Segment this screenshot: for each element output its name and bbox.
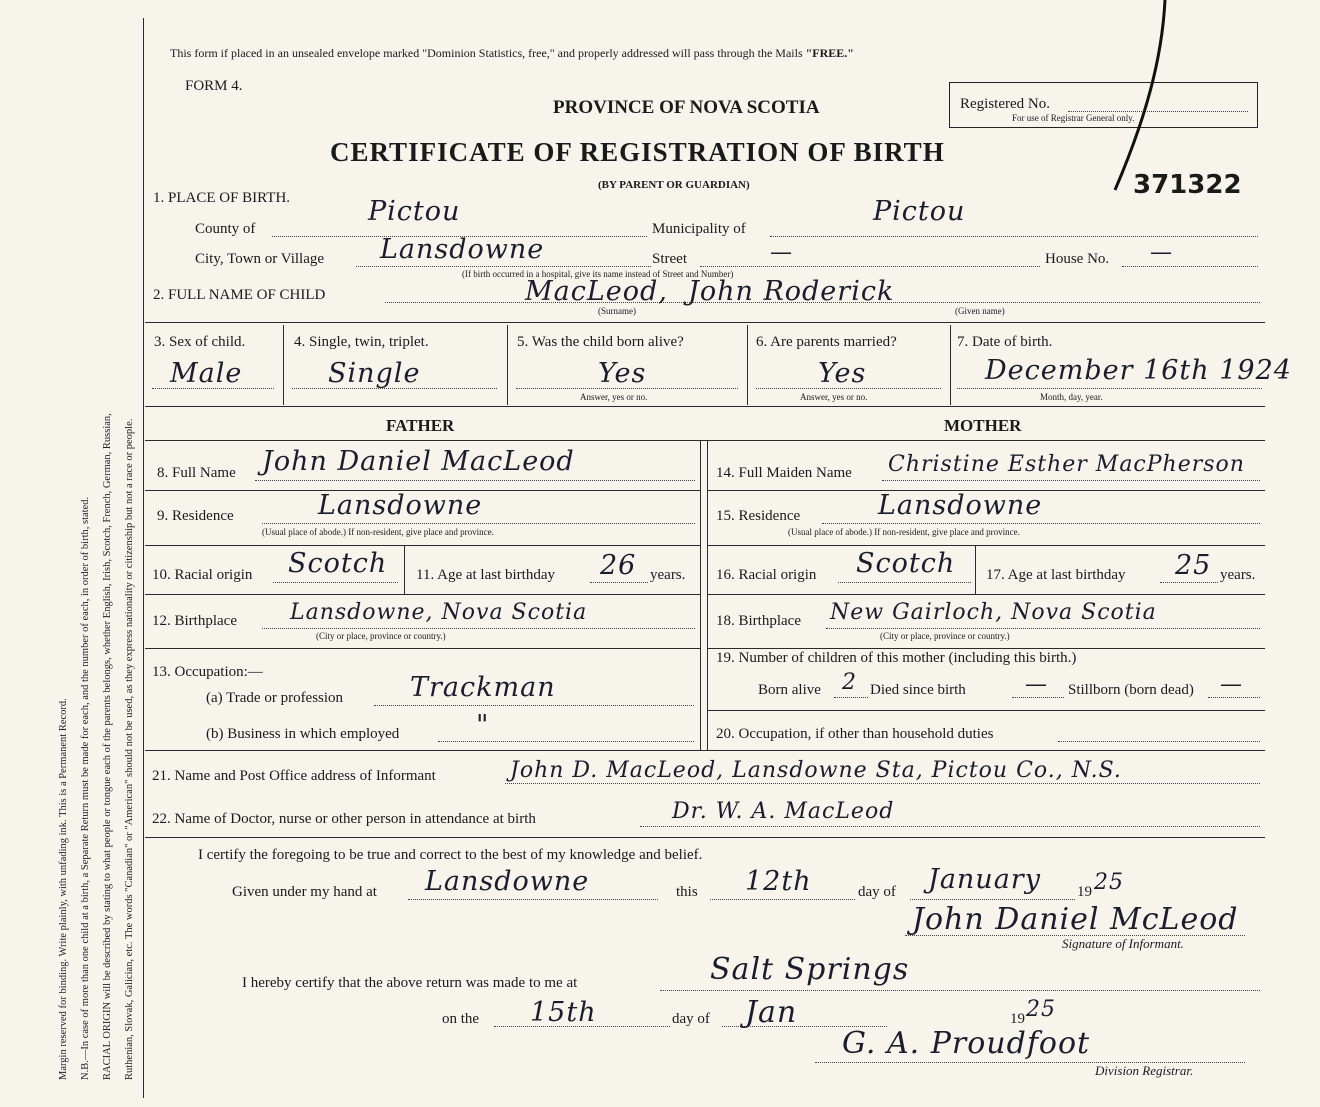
father-racial-label: 10. Racial origin [152, 567, 253, 583]
mail-notice-text: This form if placed in an unsealed envelope marked "Dominion Statistics, free," and properly addressed will pass through the Mails [170, 46, 806, 60]
rule [707, 710, 1265, 711]
margin-notes [0, 0, 150, 1107]
parents-married-question: 6. Are parents married? [756, 334, 897, 350]
house-label: House No. [1045, 251, 1110, 267]
father-business-value: " [476, 710, 490, 741]
underline [262, 523, 695, 524]
mother-residence-caption: (Usual place of abode.) If non-resident, give place and province. [788, 527, 1020, 537]
underline [834, 697, 868, 698]
father-trade-label: (a) Trade or profession [206, 690, 344, 706]
house-line [1122, 266, 1258, 267]
rule [707, 545, 1265, 546]
born-alive-question: 5. Was the child born alive? [517, 334, 684, 350]
father-birthplace-label: 12. Birthplace [152, 613, 237, 629]
year-prefix: 19 [1077, 884, 1092, 900]
margin-note-3: RACIAL ORIGIN will be described by stating to what people or tongue each of the parents belongs, whether English, Irish, Scotch, French, German, Russian, [102, 413, 113, 1080]
doctor-label: 22. Name of Doctor, nurse or other person in attendance at birth [152, 811, 536, 827]
informant-signature: John Daniel McLeod [912, 902, 1239, 937]
single-twin-value: Single [328, 358, 421, 389]
father-birthplace-value: Lansdowne, Nova Scotia [290, 600, 588, 625]
municipality-value: Pictou [873, 196, 966, 227]
stillborn-label: Stillborn (born dead) [1068, 682, 1194, 698]
father-occupation-label: 13. Occupation:— [152, 664, 263, 680]
dob-label: 7. Date of birth. [957, 334, 1053, 350]
registrar-statement: I hereby certify that the above return was made to me at [242, 975, 578, 991]
registrar-signature: G. A. Proudfoot [842, 1026, 1091, 1061]
informant-label: 21. Name and Post Office address of Informant [152, 768, 436, 784]
rule [145, 440, 1265, 441]
underline [822, 523, 1260, 524]
given-label: Given under my hand at [232, 884, 377, 900]
father-business-label: (b) Business in which employed [206, 726, 400, 742]
born-alive-label: Born alive [758, 682, 821, 698]
underline [1208, 697, 1260, 698]
margin-note-1: Margin reserved for binding. Write plainly, with unfading ink. This is a Permanent Record. [58, 698, 69, 1080]
mother-birthplace-value: New Gairloch, Nova Scotia [830, 600, 1157, 625]
dob-line [957, 388, 1262, 389]
underline [273, 582, 398, 583]
given-caption: (Given name) [955, 306, 1005, 316]
registrar-place: Salt Springs [710, 952, 910, 987]
doctor-value: Dr. W. A. MacLeod [672, 799, 895, 824]
underline [262, 628, 695, 629]
born-alive-answer: Yes [598, 358, 647, 389]
mother-racial-label: 16. Racial origin [716, 567, 817, 583]
stillborn-count: — [1220, 672, 1243, 697]
reg-year-prefix: 19 [1010, 1011, 1025, 1027]
father-birthplace-caption: (City or place, province or country.) [316, 631, 446, 641]
registrar-caption: Division Registrar. [1095, 1063, 1194, 1078]
city-line [356, 266, 651, 267]
rule [145, 545, 700, 546]
county-value: Pictou [368, 196, 461, 227]
given-day: 12th [745, 866, 812, 897]
place-heading: 1. PLACE OF BIRTH. [153, 190, 291, 206]
rule [707, 648, 1265, 649]
father-racial-value: Scotch [288, 548, 388, 579]
on-the-label: on the [442, 1011, 480, 1027]
house-value: — [1150, 240, 1173, 265]
underline [1160, 582, 1218, 583]
underline [590, 582, 648, 583]
surname-caption: (Surname) [598, 306, 636, 316]
certify-statement: I certify the foregoing to be true and correct to the best of my knowledge and belief. [198, 847, 703, 863]
underline [838, 582, 971, 583]
form-number: FORM 4. [185, 78, 243, 94]
province-heading: PROVINCE OF NOVA SCOTIA [553, 97, 820, 118]
father-residence-value: Lansdowne [318, 490, 483, 521]
underline [1058, 741, 1260, 742]
divider [950, 325, 951, 405]
registration-number: 371322 [1133, 170, 1242, 200]
signature-caption: Signature of Informant. [1062, 936, 1184, 951]
margin-note-4: Ruthenian, Slovak, Galician, etc. The words "Canadian" or "American" should not be used, as they express nationality or citizenship but not a race or people. [124, 418, 135, 1080]
sex-line [152, 388, 274, 389]
given-place: Lansdowne [425, 866, 590, 897]
this-label: this [676, 884, 698, 900]
rule [707, 594, 1265, 595]
sex-label: 3. Sex of child. [154, 334, 246, 350]
underline [660, 990, 1260, 991]
sex-value: Male [170, 358, 243, 389]
died-label: Died since birth [870, 682, 966, 698]
father-years: years. [650, 567, 686, 583]
pen-stroke-mark [1100, 0, 1180, 200]
registrar-month: Jan [745, 995, 798, 1030]
rule [145, 406, 1265, 407]
father-residence-caption: (Usual place of abode.) If non-resident, give place and province. [262, 527, 494, 537]
underline [255, 480, 695, 481]
mother-racial-value: Scotch [856, 548, 956, 579]
certificate-title: CERTIFICATE OF REGISTRATION OF BIRTH [330, 137, 945, 167]
child-name-label: 2. FULL NAME OF CHILD [153, 287, 326, 303]
father-name-value: John Daniel MacLeod [262, 446, 575, 477]
parents-married-caption: Answer, yes or no. [800, 392, 868, 402]
street-value: — [770, 240, 793, 265]
died-count: — [1025, 672, 1048, 697]
mother-years: years. [1220, 567, 1256, 583]
informant-value: John D. MacLeod, Lansdowne Sta, Pictou Co., N.S. [510, 758, 1122, 783]
father-age-value: 26 [600, 550, 637, 581]
mother-residence-label: 15. Residence [716, 508, 801, 524]
father-age-label: 11. Age at last birthday [416, 567, 555, 583]
mother-heading: MOTHER [944, 416, 1022, 435]
divider [707, 440, 708, 750]
father-heading: FATHER [386, 416, 455, 435]
divider [404, 546, 405, 594]
divider [507, 325, 508, 405]
mother-occupation-label: 20. Occupation, if other than household duties [716, 726, 994, 742]
registered-label: Registered No. [960, 96, 1050, 112]
underline [374, 705, 694, 706]
street-line [700, 266, 1040, 267]
city-label: City, Town or Village [195, 251, 325, 267]
mother-name-value: Christine Esther MacPherson [888, 452, 1245, 477]
day-of-label: day of [858, 884, 896, 900]
mail-notice [170, 46, 854, 61]
mother-name-label: 14. Full Maiden Name [716, 465, 852, 481]
divider [283, 325, 284, 405]
margin-note-2: N.B.—In case of more than one child at a birth, a Separate Return must be made for each, and the number of each, in order of birth, stated. [80, 496, 91, 1080]
child-given-name: John Roderick [688, 276, 895, 307]
mother-age-label: 17. Age at last birthday [986, 567, 1126, 583]
given-month: January [928, 864, 1041, 895]
father-name-label: 8. Full Name [157, 465, 236, 481]
registrar-note: For use of Registrar General only. [1012, 113, 1135, 123]
underline [505, 783, 1260, 784]
mother-age-value: 25 [1175, 550, 1212, 581]
child-surname: MacLeod, [525, 276, 668, 307]
reg-day-of-label: day of [672, 1011, 710, 1027]
mother-residence-value: Lansdowne [878, 490, 1043, 521]
father-residence-label: 9. Residence [157, 508, 234, 524]
underline [710, 899, 855, 900]
municipality-label: Municipality of [652, 221, 746, 237]
left-border [143, 18, 144, 1098]
parents-married-answer: Yes [818, 358, 867, 389]
born-alive-count: 2 [842, 670, 857, 695]
parent-divider [700, 440, 701, 750]
underline [882, 480, 1260, 481]
rule [145, 837, 1265, 838]
underline [826, 628, 1260, 629]
municipality-line [770, 236, 1258, 237]
street-label: Street [652, 251, 687, 267]
single-twin-line [292, 388, 497, 389]
underline [1012, 697, 1064, 698]
born-alive-caption: Answer, yes or no. [580, 392, 648, 402]
city-value: Lansdowne [380, 234, 545, 265]
mother-birthplace-label: 18. Birthplace [716, 613, 801, 629]
rule [145, 648, 700, 649]
underline [640, 826, 1260, 827]
underline [438, 741, 694, 742]
born-alive-line [516, 388, 738, 389]
given-year: 25 [1094, 870, 1124, 895]
mother-birthplace-caption: (City or place, province or country.) [880, 631, 1010, 641]
mail-notice-free: "FREE." [805, 46, 854, 60]
underline [910, 899, 1075, 900]
dob-value: December 16th 1924 [985, 355, 1292, 386]
underline [408, 899, 658, 900]
county-label: County of [195, 221, 256, 237]
certificate-subtitle: (BY PARENT OR GUARDIAN) [598, 179, 750, 191]
dob-caption: Month, day, year. [1040, 392, 1103, 402]
mother-children-label: 19. Number of children of this mother (including this birth.) [716, 650, 1077, 666]
divider [747, 325, 748, 405]
rule-row3-top [145, 322, 1265, 323]
rule [145, 594, 700, 595]
registrar-year: 25 [1026, 997, 1056, 1022]
rule [145, 750, 1265, 751]
single-twin-label: 4. Single, twin, triplet. [294, 334, 429, 350]
father-trade-value: Trackman [410, 672, 556, 703]
registrar-day: 15th [530, 997, 597, 1028]
divider [975, 546, 976, 594]
hospital-note: (If birth occurred in a hospital, give its name instead of Street and Number) [462, 269, 734, 279]
parents-married-line [756, 388, 941, 389]
